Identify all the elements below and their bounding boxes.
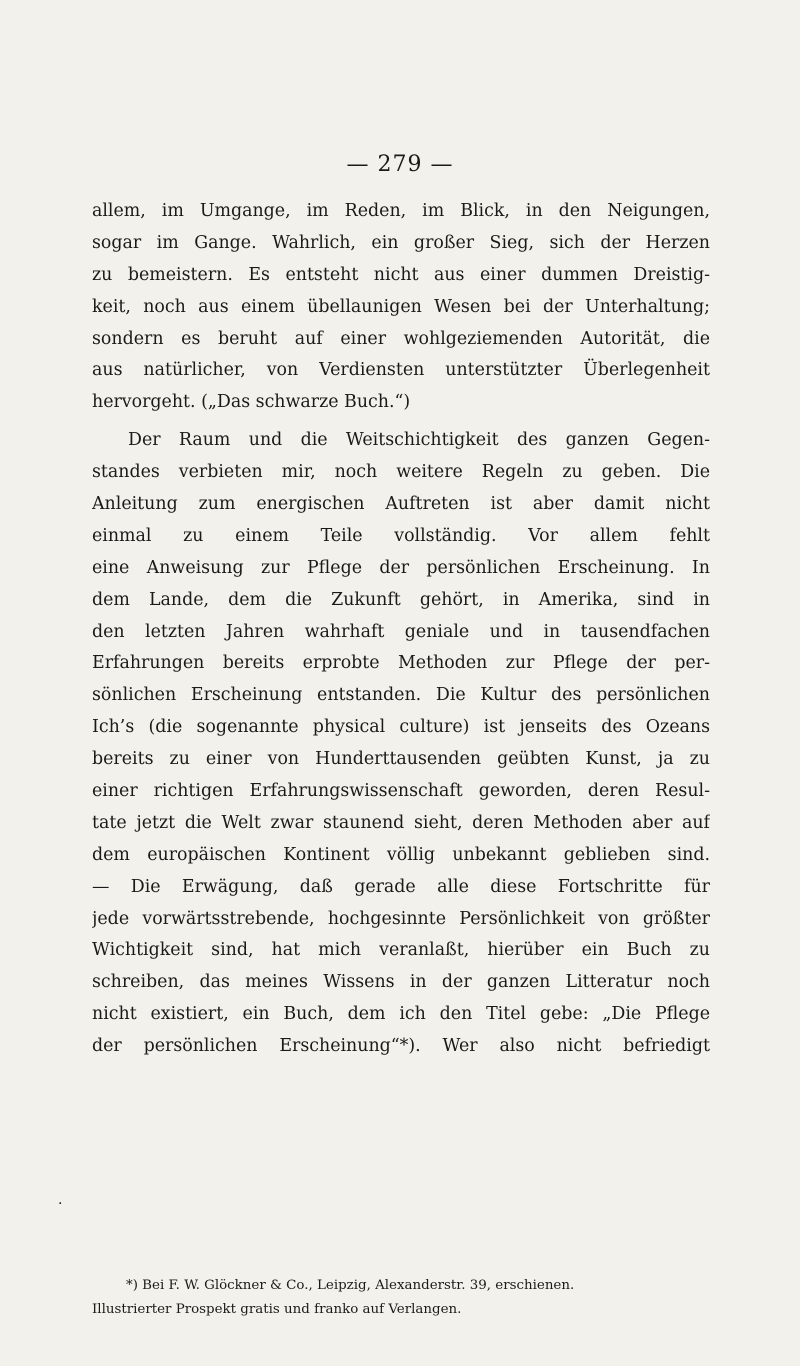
- text-line: der persönlichen Erscheinung“*). Wer also nicht befriedigt: [92, 1036, 710, 1057]
- text-line: standes verbieten mir, noch weitere Regeln zu geben. Die: [92, 462, 710, 483]
- text-line: sogar im Gange. Wahrlich, ein großer Sieg, sich der Herzen: [92, 232, 710, 253]
- text-line: hervorgeht. („Das schwarze Buch.“): [92, 392, 411, 413]
- text-line: den letzten Jahren wahrhaft geniale und in tausendfachen: [92, 621, 710, 642]
- text-line: allem, im Umgange, im Reden, im Blick, in den Neigungen,: [92, 201, 710, 221]
- text-line: Wichtigkeit sind, hat mich veranlaßt, hierüber ein Buch zu: [92, 940, 710, 961]
- text-line: tate jetzt die Welt zwar staunend sieht, deren Methoden aber auf: [92, 812, 710, 833]
- text-line: Anleitung zum energischen Auftreten ist aber damit nicht: [92, 494, 710, 515]
- text-line: schreiben, das meines Wissens in der ganzen Litteratur noch: [92, 972, 710, 993]
- text-line: einmal zu einem Teile vollständig. Vor allem fehlt: [92, 525, 710, 546]
- page-number: — 279 —: [346, 152, 454, 177]
- footnote-line: Illustrierter Prospekt gratis und franko auf Verlangen.: [92, 1302, 462, 1317]
- body-text: [92, 196, 710, 1063]
- text-line: dem europäischen Kontinent völlig unbekannt geblieben sind.: [92, 844, 710, 865]
- text-line: Ich’s (die sogenannte physical culture) ist jenseits des Ozeans: [92, 717, 710, 738]
- margin-mark: ·: [58, 1196, 63, 1212]
- text-line: einer richtigen Erfahrungswissenschaft geworden, deren Resul-: [92, 781, 710, 802]
- text-line: dem Lande, dem die Zukunft gehört, in Amerika, sind in: [92, 589, 710, 610]
- text-line: — Die Erwägung, daß gerade alle diese Fortschritte für: [92, 876, 710, 897]
- text-line: zu bemeistern. Es entsteht nicht aus einer dummen Dreistig-: [92, 264, 710, 285]
- footnote: [92, 1274, 710, 1322]
- text-line: sönlichen Erscheinung entstanden. Die Kultur des persönlichen: [92, 685, 710, 706]
- text-line: bereits zu einer von Hunderttausenden geübten Kunst, ja zu: [92, 749, 710, 770]
- footnote-line: *) Bei F. W. Glöckner & Co., Leipzig, Alexanderstr. 39, erschienen.: [126, 1278, 575, 1293]
- text-line: eine Anweisung zur Pflege der persönlichen Erscheinung. In: [92, 557, 710, 578]
- text-line: keit, noch aus einem übellaunigen Wesen bei der Unterhaltung;: [92, 296, 710, 317]
- text-line: sondern es beruht auf einer wohlgeziemenden Autorität, die: [92, 328, 710, 349]
- text-line: Der Raum und die Weitschichtigkeit des ganzen Gegen-: [128, 430, 710, 451]
- text-line: jede vorwärtsstrebende, hochgesinnte Persönlichkeit von größter: [92, 908, 710, 929]
- text-line: nicht existiert, ein Buch, dem ich den Titel gebe: „Die Pflege: [92, 1004, 710, 1025]
- text-line: aus natürlicher, von Verdiensten unterstützter Überlegenheit: [92, 360, 710, 381]
- text-line: Erfahrungen bereits erprobte Methoden zur Pflege der per-: [92, 653, 710, 674]
